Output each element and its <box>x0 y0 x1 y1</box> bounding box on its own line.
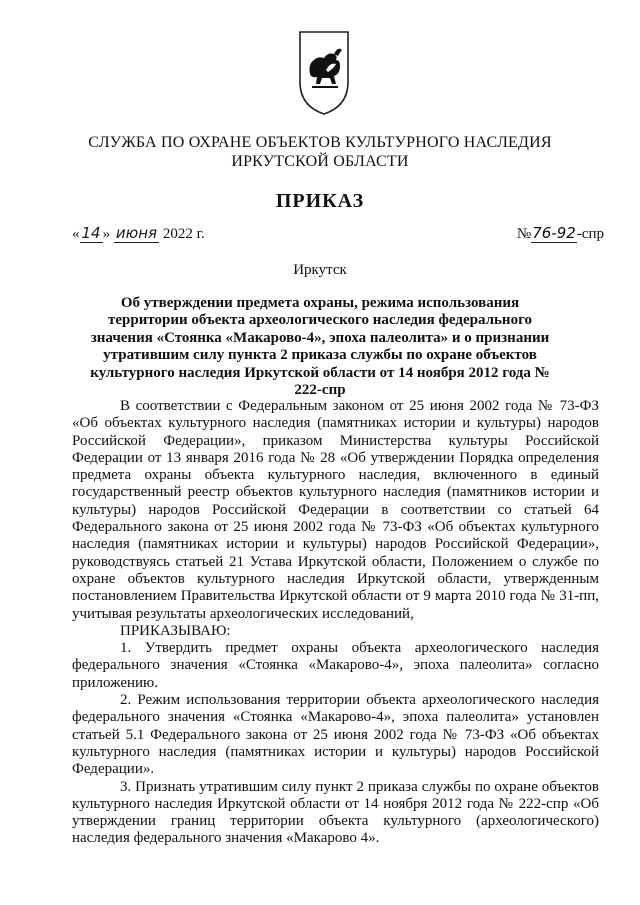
decree-word: ПРИКАЗЫВАЮ: <box>120 622 231 639</box>
item-2-paragraph: 2. Режим использования территории объекта археологического наследия федерального значения «Стоянка «Макарово-4», эпоха палеолита» установлен статьей 5.1 Федерального закона от 25 июня 2002 года № 73-ФЗ «Об объектах культурного наследия (памятниках истории и культуры) народов Российской Федерации». <box>72 692 599 778</box>
preamble-paragraph: В соответствии с Федеральным законом от 25 июня 2002 года № 73-ФЗ «Об объектах культурного наследия (памятниках истории и культуры) народов Российской Федерации», приказом Министерства культуры Российской Федерации от 13 января 2016 года № 28 «Об утверждении Порядка определения предмета охраны объекта культурного наследия, включенного в единый государственный реестр объектов культурного наследия (памятников истории и культуры) народов Российской Федерации в соответствии со статьей 64 Федерального закона от 25 июня 2002 года № 73-ФЗ «Об объектах культурного наследия (памятниках истории и культуры) народов Российской Федерации», руководствуясь статьей 21 Устава Иркутской области, Положением о службе по охране объектов культурного наследия Иркутской области, утвержденным постановлением Правительства Иркутской области от 9 марта 2010 года № 31-пп, учитывая результаты археологических исследований, <box>72 398 599 622</box>
item-3-paragraph: 3. Признать утратившим силу пункт 2 приказа службы по охране объектов культурного наследия Иркутской области от 14 ноября 2012 года № 222-спр «Об утверждении границ территории объекта культурного (археологического) наследия федерального значения «Макарово 4». <box>72 778 599 847</box>
date-month: июня <box>115 224 158 242</box>
coat-of-arms-icon <box>298 30 350 116</box>
order-number <box>517 224 604 243</box>
doc-type-title: ПРИКАЗ <box>275 190 365 212</box>
document-body <box>72 398 599 848</box>
date-close-quote: » <box>102 226 111 242</box>
agency-line-2: ИРКУТСКОЙ ОБЛАСТИ <box>231 153 409 170</box>
number-prefix: № <box>516 226 532 242</box>
number-suffix: -спр <box>576 226 604 242</box>
number-value: 76-92 <box>532 224 576 242</box>
date-open-quote: « <box>72 226 80 242</box>
city: Иркутск <box>293 262 347 278</box>
item-1-paragraph: 1. Утвердить предмет охраны объекта археологического наследия федерального значения «Стоянка «Макарово-4», эпоха палеолита» согласно приложению. <box>72 640 599 691</box>
subject-heading: Об утверждении предмета охраны, режима использования территории объекта археологического наследия федерального значения «Стоянка «Макарово-4», эпоха палеолита» и о признании утратившим силу пункта 2 приказа службы по охране объектов культурного наследия Иркутской области от 14 ноября 2012 года № 222-спр <box>90 295 550 399</box>
date-year: 2022 г. <box>162 226 205 242</box>
date-day: 14 <box>81 224 101 242</box>
order-date <box>72 224 205 243</box>
agency-name <box>60 133 580 171</box>
agency-line-1: СЛУЖБА ПО ОХРАНЕ ОБЪЕКТОВ КУЛЬТУРНОГО НАСЛЕДИЯ <box>88 134 552 151</box>
